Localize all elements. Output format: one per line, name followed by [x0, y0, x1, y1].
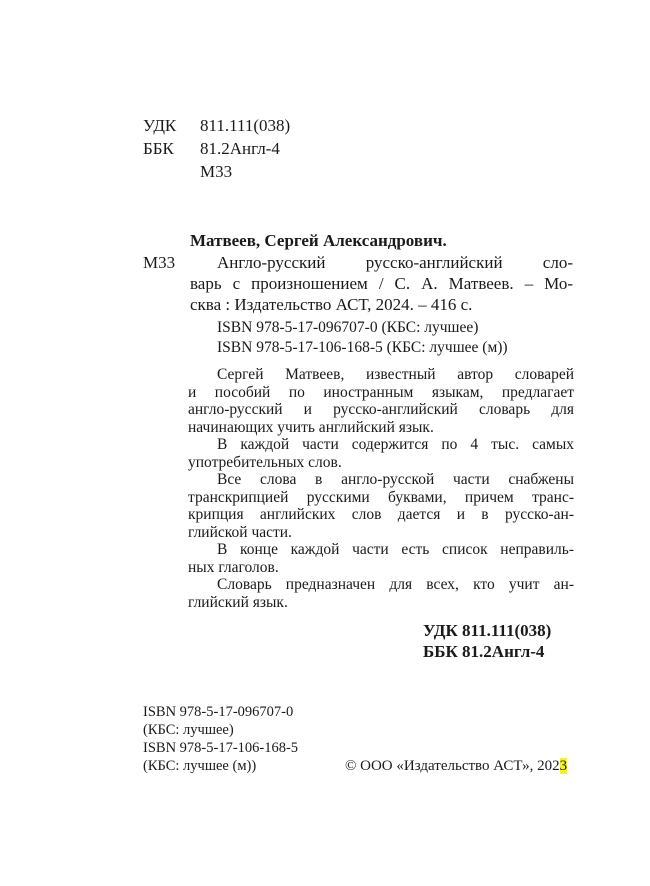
- desc-line: ных глаголов.: [188, 558, 279, 576]
- desc-line: употребительных слов.: [188, 453, 342, 471]
- bbk-value: 81.2Англ-4: [200, 139, 280, 158]
- udk-label: УДК: [143, 116, 177, 135]
- desc-line: глийской части.: [188, 523, 292, 541]
- bbk-row: [143, 137, 290, 160]
- description-paragraph: [188, 436, 574, 471]
- desc-line: начинающих учить английский язык.: [188, 418, 434, 436]
- isbn-block-line: ISBN 978-5-17-096707-0: [143, 704, 294, 720]
- copyright: [345, 757, 567, 775]
- udk-row: [143, 114, 290, 137]
- isbn-line: ISBN 978-5-17-106-168-5 (КБС: лучшее (м)): [217, 339, 508, 356]
- author-mark-row: [143, 160, 290, 183]
- description-paragraph: [188, 471, 574, 541]
- desc-line: В конце каждой части есть список неправиль-: [217, 541, 574, 558]
- copyright-year-highlight: 3: [559, 758, 568, 774]
- isbn-block: [143, 703, 298, 775]
- desc-line: глийский язык.: [188, 593, 288, 611]
- bottom-udk: УДК 811.111(038): [423, 621, 552, 640]
- desc-line: Все слова в англо-русской части снабжены: [217, 471, 574, 488]
- classification-block: [143, 114, 290, 183]
- bottom-bbk: ББК 81.2Англ-4: [423, 642, 545, 661]
- title-line: варь с произношением / С. А. Матвеев. – Мо-: [190, 274, 573, 293]
- desc-line: транскрипцией русскими буквами, причем транс-: [188, 488, 574, 506]
- desc-line: Сергей Матвеев, известный автор словарей: [217, 366, 574, 383]
- bbk-label: ББК: [143, 139, 174, 158]
- bottom-codes: [423, 620, 551, 662]
- description-paragraph: [188, 541, 574, 576]
- isbn-block-line: ISBN 978-5-17-106-168-5: [143, 740, 299, 756]
- isbn-block-line: (КБС: лучшее (м)): [143, 758, 257, 774]
- desc-line: и пособий по иностранным языкам, предлагает: [188, 383, 574, 401]
- desc-line: англо-русский и русско-английский словарь для: [188, 401, 574, 418]
- author-name: Матвеев, Сергей Александрович.: [190, 231, 447, 250]
- isbn-block-line: (КБС: лучшее): [143, 722, 234, 738]
- description: [188, 366, 574, 611]
- entry-mark: М33: [143, 253, 176, 272]
- desc-line: Словарь предназначен для всех, кто учит ан-: [217, 576, 574, 593]
- copyright-text: © ООО «Издательство АСТ», 202: [345, 758, 560, 774]
- description-paragraph: [188, 366, 574, 436]
- title-line: сква : Издательство АСТ, 2024. – 416 с.: [190, 295, 473, 314]
- desc-line: крипция английских слов дается и в русско-ан-: [188, 506, 574, 523]
- entry-title: [190, 252, 573, 315]
- isbn-line: ISBN 978-5-17-096707-0 (КБС: лучшее): [217, 319, 479, 336]
- description-paragraph: [188, 576, 574, 611]
- title-line: Англо-русский русско-английский сло-: [217, 253, 573, 272]
- author-mark: М33: [200, 162, 233, 181]
- desc-line: В каждой части содержится по 4 тыс. самых: [217, 436, 574, 453]
- udk-value: 811.111(038): [200, 116, 291, 135]
- entry-isbn: [217, 318, 508, 358]
